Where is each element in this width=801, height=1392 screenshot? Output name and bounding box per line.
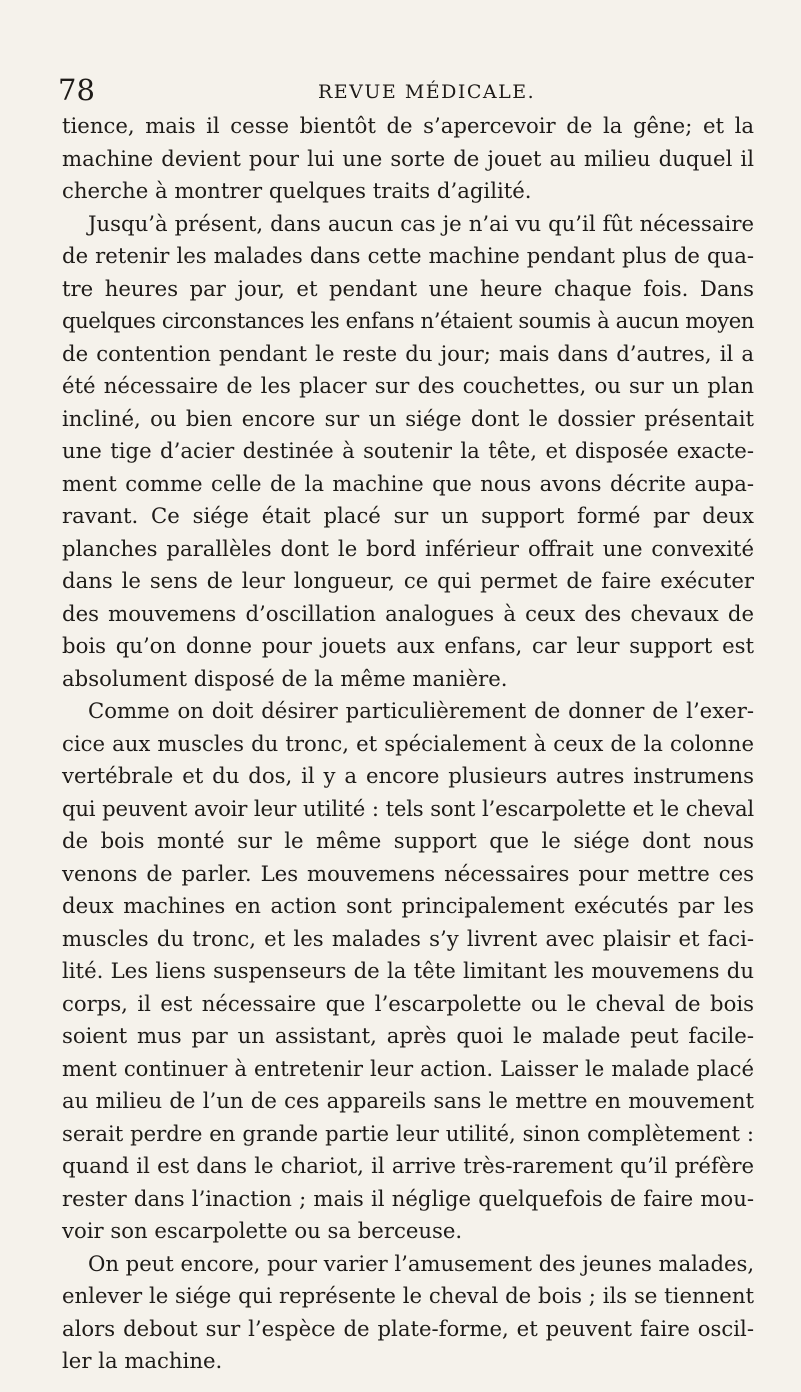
text-line: soient mus par un assistant, après quoi le malade peut facile-: [62, 1023, 754, 1048]
text-line: absolument disposé de la même manière.: [62, 665, 508, 691]
text-line: ment continuer à entretenir leur action. Laisser le malade placé: [62, 1055, 754, 1081]
text-line: ment comme celle de la machine que nous avons décrite aupa-: [62, 470, 754, 496]
text-line: corps, il est nécessaire que l’escarpolette ou le cheval de bois: [62, 990, 754, 1016]
text-line: muscles du tronc, et les malades s’y livrent avec plaisir et faci-: [62, 925, 754, 951]
text-line: de bois monté sur le même support que le siége dont nous: [62, 828, 754, 853]
page-header: [58, 72, 758, 108]
text-line: lité. Les liens suspenseurs de la tête limitant les mouvemens du: [62, 958, 754, 983]
text-line: venons de parler. Les mouvemens nécessaires pour mettre ces: [62, 860, 754, 886]
body-text: [62, 110, 754, 1378]
text-line: incliné, ou bien encore sur un siége dont le dossier présentait: [62, 405, 754, 431]
text-line: enlever le siége qui représente le cheval de bois ; ils se tiennent: [62, 1283, 754, 1308]
text-line: ravant. Ce siége était placé sur un support formé par deux: [62, 503, 754, 528]
text-line: bois qu’on donne pour jouets aux enfans, car leur support est: [62, 633, 754, 658]
text-line: quelques circonstances les enfans n’étaient soumis à aucun moyen: [62, 308, 754, 333]
text-line: rester dans l’inaction ; mais il néglige quelquefois de faire mou-: [62, 1185, 754, 1211]
running-title: REVUE MÉDICALE.: [318, 81, 536, 103]
text-line: serait perdre en grande partie leur utilité, sinon complètement :: [62, 1120, 754, 1146]
text-line: de retenir les malades dans cette machine pendant plus de qua-: [62, 243, 754, 268]
text-line: ler la machine.: [62, 1348, 223, 1373]
text-line: dans le sens de leur longueur, ce qui permet de faire exécuter: [62, 568, 754, 593]
text-line: une tige d’acier destinée à soutenir la tête, et disposée exacte-: [62, 438, 754, 463]
text-line: machine devient pour lui une sorte de jouet au milieu duquel il: [62, 145, 754, 171]
text-line: de contention pendant le reste du jour; mais dans d’autres, il a: [62, 340, 754, 366]
text-line: tience, mais il cesse bientôt de s’apercevoir de la gêne; et la: [62, 113, 754, 138]
text-line: qui peuvent avoir leur utilité : tels sont l’escarpolette et le cheval: [62, 795, 754, 821]
text-line: cice aux muscles du tronc, et spécialement à ceux de la colonne: [62, 730, 754, 756]
text-line: alors debout sur l’espèce de plate-forme, et peuvent faire oscil-: [62, 1315, 754, 1341]
text-line: Comme on doit désirer particulièrement de donner de l’exer-: [88, 698, 754, 723]
text-line: voir son escarpolette ou sa berceuse.: [62, 1218, 463, 1243]
text-line: des mouvemens d’oscillation analogues à ceux des chevaux de: [62, 600, 754, 626]
text-line: planches parallèles dont le bord inférieur offrait une convexité: [62, 535, 754, 561]
text-line: vertébrale et du dos, il y a encore plusieurs autres instrumens: [62, 763, 754, 788]
page-number: 78: [58, 73, 95, 107]
text-line: cherche à montrer quelques traits d’agilité.: [62, 178, 532, 203]
text-line: quand il est dans le chariot, il arrive très-rarement qu’il préfère: [62, 1153, 754, 1178]
text-line: tre heures par jour, et pendant une heure chaque fois. Dans: [62, 275, 754, 301]
text-line: On peut encore, pour varier l’amusement des jeunes malades,: [88, 1250, 754, 1276]
text-line: deux machines en action sont principalement exécutés par les: [62, 893, 754, 918]
text-line: Jusqu’à présent, dans aucun cas je n’ai vu qu’il fût nécessaire: [88, 210, 754, 236]
text-line: au milieu de l’un de ces appareils sans le mettre en mouvement: [62, 1088, 754, 1113]
text-line: été nécessaire de les placer sur des couchettes, ou sur un plan: [62, 373, 754, 398]
